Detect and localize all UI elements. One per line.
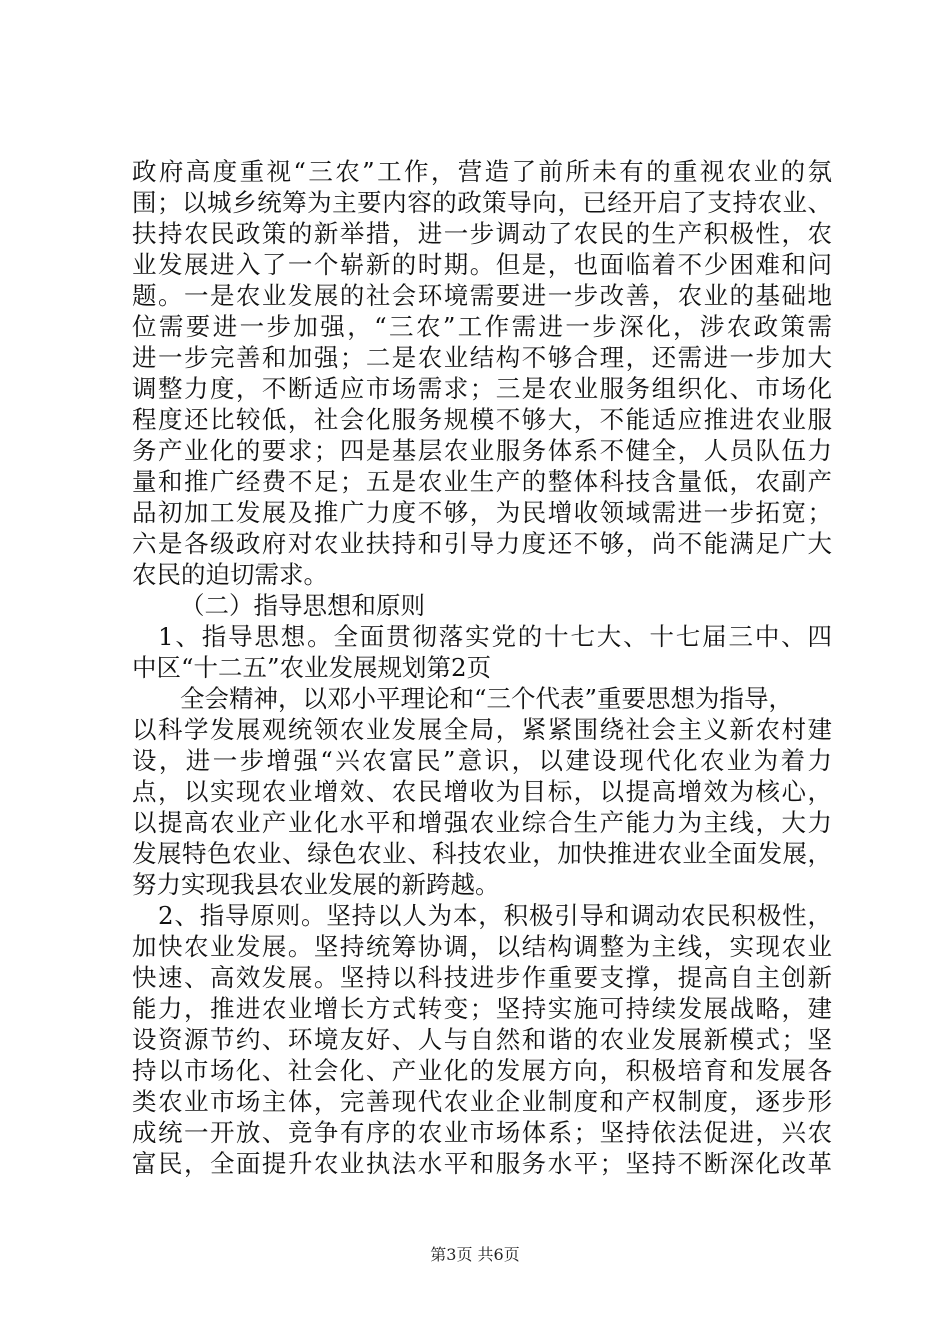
text-line: 扶持农民政策的新举措，进一步调动了农民的生产积极性，农 (132, 219, 832, 248)
text-line: 位需要进一步加强，“三农”工作需进一步深化，涉农政策需 (132, 312, 832, 341)
text-line: 持以市场化、社会化、产业化的发展方向，积极培育和发展各 (132, 1056, 832, 1085)
text-line: 业发展进入了一个崭新的时期。但是，也面临着不少困难和问 (132, 250, 832, 279)
text-line: 点，以实现农业增效、农民增收为目标，以提高增效为核心， (132, 777, 832, 806)
text-line: 六是各级政府对农业扶持和引导力度还不够，尚不能满足广大 (132, 529, 832, 558)
text-line: 以科学发展观统领农业发展全局，紧紧围绕社会主义新农村建 (132, 715, 832, 744)
text-line: 类农业市场主体，完善现代农业企业制度和产权制度，逐步形 (132, 1087, 832, 1116)
text-line: 努力实现我县农业发展的新跨越。 (132, 870, 500, 899)
text-line: 农民的迫切需求。 (132, 560, 328, 589)
text-line: 中区“十二五”农业发展规划第2页 (132, 653, 492, 682)
text-line: 品初加工发展及推广力度不够，为民增收领域需进一步拓宽； (132, 498, 832, 527)
text-line: 设资源节约、环境友好、人与自然和谐的农业发展新模式；坚 (132, 1025, 832, 1054)
text-line: 量和推广经费不足；五是农业生产的整体科技含量低，农副产 (132, 467, 832, 496)
text-line: 围；以城乡统筹为主要内容的政策导向，已经开启了支持农业、 (132, 188, 832, 217)
text-line: （二）指导思想和原则 (180, 591, 425, 620)
text-line: 加快农业发展。坚持统筹协调，以结构调整为主线，实现农业 (132, 932, 832, 961)
text-line: 设，进一步增强“兴农富民”意识，以建设现代化农业为着力 (132, 746, 832, 775)
text-line: 富民，全面提升农业执法水平和服务水平；坚持不断深化改革 (132, 1149, 832, 1178)
text-line: 务产业化的要求；四是基层农业服务体系不健全，人员队伍力 (132, 436, 832, 465)
text-line: 快速、高效发展。坚持以科技进步作重要支撑，提高自主创新 (132, 963, 832, 992)
text-line: 2、指导原则。坚持以人为本，积极引导和调动农民积极性， (158, 901, 832, 930)
page-footer: 第3页 共6页 (430, 1245, 520, 1264)
document-body (132, 156, 832, 1179)
text-line: 以提高农业产业化水平和增强农业综合生产能力为主线，大力 (132, 808, 832, 837)
text-line: 1、指导思想。全面贯彻落实党的十七大、十七届三中、四 (158, 622, 832, 651)
text-line: 程度还比较低，社会化服务规模不够大，不能适应推进农业服 (132, 405, 832, 434)
text-line: 进一步完善和加强；二是农业结构不够合理，还需进一步加大 (132, 343, 832, 372)
text-line: 成统一开放、竞争有序的农业市场体系；坚持依法促进，兴农 (132, 1118, 832, 1147)
text-line: 题。一是农业发展的社会环境需要进一步改善，农业的基础地 (132, 281, 832, 310)
text-line: 能力，推进农业增长方式转变；坚持实施可持续发展战略，建 (132, 994, 832, 1023)
text-line: 政府高度重视“三农”工作，营造了前所未有的重视农业的氛 (132, 157, 832, 186)
text-line: 发展特色农业、绿色农业、科技农业，加快推进农业全面发展， (132, 839, 832, 868)
text-line: 调整力度，不断适应市场需求；三是农业服务组织化、市场化 (132, 374, 832, 403)
text-line: 全会精神，以邓小平理论和“三个代表”重要思想为指导， (180, 684, 794, 713)
